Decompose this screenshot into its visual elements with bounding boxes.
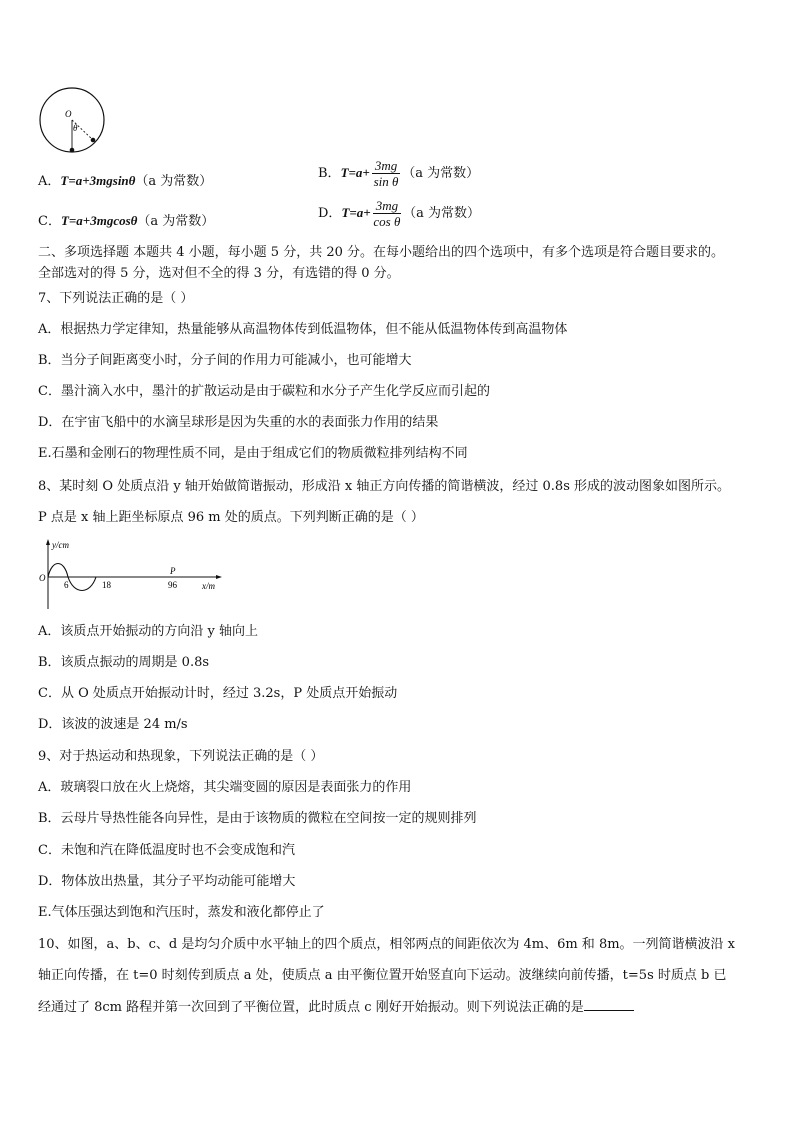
q8-option-d: D．该波的波速是 24 m/s — [38, 717, 188, 732]
q7-stem: 7、下列说法正确的是（ ） — [38, 291, 194, 306]
q10-line3: 经通过了 8cm 路程并第一次回到了平衡位置，此时质点 c 刚好开始振动。则下列说法正确的是 — [38, 998, 634, 1017]
q8-stem-2: P 点是 x 轴上距坐标原点 96 m 处的质点。下列判断正确的是（ ） — [38, 510, 424, 525]
q7-option-d: D．在宇宙飞船中的水滴呈球形是因为失重的水的表面张力作用的结果 — [38, 415, 439, 430]
q9-option-e: E.气体压强达到饱和汽压时，蒸发和液化都停止了 — [38, 905, 325, 920]
q9-stem: 9、对于热运动和热现象，下列说法正确的是（ ） — [38, 749, 324, 764]
q7-option-a: A．根据热力学定律知，热量能够从高温物体传到低温物体，但不能从低温物体传到高温物体 — [38, 322, 568, 337]
graph-ylabel: y/cm — [52, 540, 69, 550]
q10-line2: 轴正向传播，在 t=0 时刻传到质点 a 处，使质点 a 由平衡位置开始竖直向下运动。波继续向前传播，t=5s 时质点 b 已 — [38, 968, 727, 983]
circle-pendulum-figure — [36, 86, 108, 156]
section2-line1: 二、多项选择题 本题共 4 小题，每小题 5 分，共 20 分。在每小题给出的四个选项中，有多个选项是符合题目要求的。 — [38, 245, 725, 260]
graph-tick-6: 6 — [64, 580, 69, 590]
q6-option-d: D．T=a+ $\frac{3mg}{\text{cos θ}}$ （a 为常数） — [318, 198, 480, 229]
q8-option-a: A．该质点开始振动的方向沿 y 轴向上 — [38, 624, 258, 639]
q9-option-d: D．物体放出热量，其分子平均动能可能增大 — [38, 874, 296, 889]
q8-option-c: C．从 O 处质点开始振动计时，经过 3.2s，P 处质点开始振动 — [38, 686, 398, 701]
graph-origin: O — [39, 573, 46, 583]
graph-point-p: P — [170, 566, 176, 576]
q7-option-c: C．墨汁滴入水中，墨汁的扩散运动是由于碳粒和水分子产生化学反应而引起的 — [38, 384, 490, 399]
circle-center-label: O — [65, 109, 72, 119]
circle-angle-label: θ — [73, 123, 78, 133]
graph-xlabel: x/m — [202, 581, 215, 591]
q9-option-c: C．未饱和汽在降低温度时也不会变成饱和汽 — [38, 843, 295, 858]
section2-line2: 全部选对的得 5 分，选对但不全的得 3 分，有选错的得 0 分。 — [38, 266, 400, 281]
graph-tick-18: 18 — [102, 580, 111, 590]
graph-tick-96: 96 — [168, 580, 177, 590]
q10-line1: 10、如图，a、b、c、d 是均匀介质中水平轴上的四个质点，相邻两点的间距依次为 4m、6m 和 8m。一列简谐横波沿 x — [38, 937, 736, 952]
q9-option-a: A．玻璃裂口放在火上烧熔，其尖端变圆的原因是表面张力的作用 — [38, 780, 412, 795]
fraction-d: $\frac{3mg}{\text{cos θ}}$ — [373, 198, 401, 229]
q7-option-e: E.石墨和金刚石的物理性质不同，是由于组成它们的物质微粒排列结构不同 — [38, 446, 468, 461]
q6-option-b: B．T=a+ $\frac{3mg}{\text{sin θ}}$ （a 为常数） — [318, 158, 480, 189]
q7-option-b: B．当分子间距离变小时，分子间的作用力可能减小，也可能增大 — [38, 353, 412, 368]
q6-option-c: C．T=a+3mgcosθ（a 为常数） — [38, 213, 215, 229]
q6-option-a: A．T=a+3mgsinθ（a 为常数） — [38, 173, 213, 189]
q8-stem-1: 8、某时刻 O 处质点沿 y 轴开始做简谐振动，形成沿 x 轴正方向传播的简谐横波，经过 0.8s 形成的波动图象如图所示。 — [38, 479, 731, 494]
answer-blank[interactable] — [584, 998, 634, 1011]
q9-option-b: B．云母片导热性能各向异性，是由于该物质的微粒在空间按一定的规则排列 — [38, 811, 477, 826]
wave-graph — [36, 537, 226, 611]
q8-option-b: B．该质点振动的周期是 0.8s — [38, 655, 210, 670]
fraction-b: $\frac{3mg}{\text{sin θ}}$ — [373, 158, 399, 189]
